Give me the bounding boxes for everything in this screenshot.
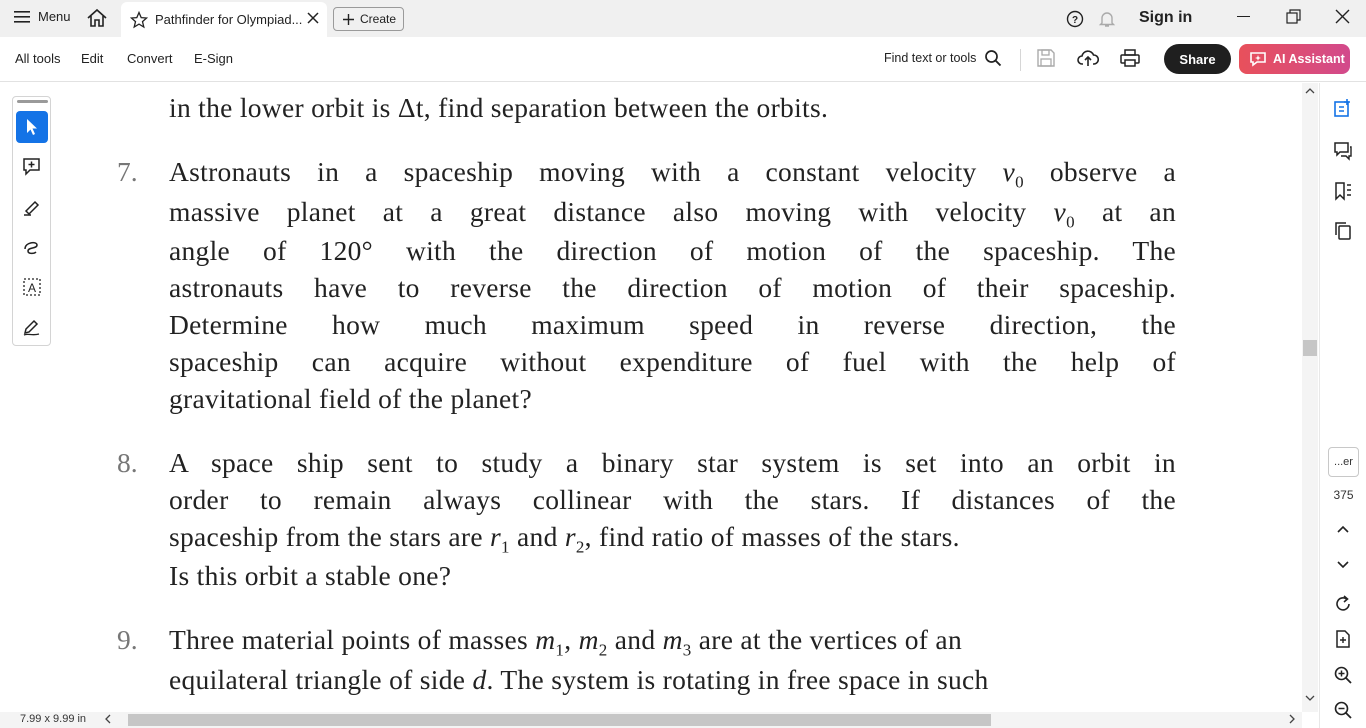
highlighter-icon	[22, 197, 42, 217]
bookmarks-icon[interactable]	[1333, 181, 1353, 201]
hamburger-icon	[14, 10, 30, 24]
all-tools-menu[interactable]: All tools	[15, 51, 61, 66]
question-number-9: 9.	[117, 624, 138, 655]
q9-line-1: Three material points of masses $m_1$, $m_2$ and $m_3$ are at the vertices of an	[169, 624, 962, 660]
cloud-upload-icon[interactable]	[1077, 48, 1099, 68]
cursor-icon	[24, 118, 40, 136]
q7-line-2: massive planet at a great distance also moving with velocity $v_0$ at an	[169, 196, 1176, 232]
create-button[interactable]	[333, 7, 404, 31]
tab-title: Pathfinder for Olympiad...	[155, 12, 303, 27]
ai-assistant-icon	[1249, 51, 1267, 67]
chevron-up-icon[interactable]	[1337, 525, 1349, 533]
create-label: Create	[360, 12, 397, 26]
close-icon[interactable]	[306, 11, 320, 25]
toolbar-divider	[1020, 49, 1021, 71]
scroll-up-icon[interactable]	[1305, 87, 1315, 95]
home-button[interactable]	[86, 8, 108, 33]
scroll-down-icon[interactable]	[1305, 694, 1315, 702]
q8-line-4: Is this orbit a stable one?	[169, 560, 452, 591]
horizontal-scroll-thumb[interactable]	[128, 714, 991, 726]
draw-tool[interactable]	[16, 231, 48, 263]
main-toolbar	[0, 37, 1366, 82]
document-view[interactable]	[60, 83, 1302, 712]
right-sidebar	[1319, 83, 1366, 728]
edit-pdf-icon[interactable]	[1333, 98, 1353, 118]
print-icon[interactable]	[1119, 48, 1141, 68]
esign-menu[interactable]: E-Sign	[194, 51, 234, 66]
text-box-icon	[22, 277, 42, 297]
scroll-left-icon[interactable]	[104, 714, 112, 724]
status-bar	[0, 712, 1302, 728]
question-number-7: 7.	[117, 156, 138, 187]
page-dimensions: 7.99 x 9.99 in	[20, 713, 87, 725]
ai-assistant-label: AI Assistant	[1273, 52, 1345, 66]
svg-text:?: ?	[1071, 15, 1079, 26]
comment-plus-icon	[22, 157, 42, 177]
share-button[interactable]: Share	[1164, 44, 1231, 74]
freehand-draw-icon	[22, 237, 42, 257]
q7-line-4: astronauts have to reverse the direction of motion of their spaceship.	[169, 272, 1176, 303]
q7-line-6: spaceship can acquire without expenditure of fuel with the help of	[169, 346, 1176, 377]
chevron-down-icon[interactable]	[1337, 561, 1349, 569]
vertical-scrollbar[interactable]	[1302, 83, 1318, 712]
help-icon[interactable]	[1066, 10, 1084, 28]
pages-copy-icon[interactable]	[1333, 221, 1353, 241]
restore-icon[interactable]	[1286, 9, 1301, 24]
vertical-scroll-thumb[interactable]	[1303, 340, 1317, 356]
panel-drag-handle[interactable]	[17, 100, 48, 103]
q8-line-3: spaceship from the stars are $r_1$ and $r_2$, find ratio of masses of the stars.	[169, 521, 960, 557]
q7-line-3: angle of 120° with the direction of motion of the spaceship. The	[169, 235, 1176, 266]
find-text-tools[interactable]: Find text or tools	[884, 51, 977, 65]
q8-line-2: order to remain always collinear with the stars. If distances of the	[169, 484, 1176, 515]
signature-pen-icon	[22, 317, 42, 337]
comments-icon[interactable]	[1333, 141, 1353, 161]
q8-line-1: A space ship sent to study a binary star system is set into an orbit in	[169, 447, 1176, 478]
highlight-tool[interactable]	[16, 191, 48, 223]
q7-line-1: Astronauts in a spaceship moving with a constant velocity $v_0$ observe a	[169, 156, 1176, 192]
q9-line-2: equilateral triangle of side d. The system is rotating in free space in such	[169, 664, 989, 695]
refresh-icon[interactable]	[1333, 594, 1353, 614]
edit-menu[interactable]: Edit	[81, 51, 104, 66]
window-close-icon[interactable]	[1335, 9, 1350, 24]
menu-label: Menu	[38, 9, 71, 24]
page-total: 375	[1333, 488, 1354, 502]
add-comment-tool[interactable]	[16, 151, 48, 183]
minimize-button[interactable]	[1237, 16, 1250, 17]
select-tool[interactable]	[16, 111, 48, 143]
convert-menu[interactable]: Convert	[127, 51, 173, 66]
document-tab[interactable]	[121, 2, 327, 37]
plus-icon	[343, 14, 354, 25]
scroll-right-icon[interactable]	[1288, 714, 1296, 724]
q7-line-7: gravitational field of the planet?	[169, 383, 532, 414]
page-number-input[interactable]: ...er	[1328, 447, 1359, 477]
svg-text:A: A	[27, 281, 37, 295]
title-bar	[0, 0, 1366, 37]
menu-button[interactable]	[14, 9, 71, 24]
sign-tool[interactable]	[16, 311, 48, 343]
zoom-out-icon[interactable]	[1333, 700, 1353, 720]
sign-in-link[interactable]: Sign in	[1139, 9, 1193, 26]
page-export-icon[interactable]	[1333, 629, 1353, 649]
save-icon[interactable]	[1036, 48, 1056, 68]
star-icon[interactable]	[130, 11, 148, 29]
text-box-tool[interactable]	[16, 271, 48, 303]
previous-question-tail: in the lower orbit is Δt, find separation between the orbits.	[169, 92, 829, 123]
bell-icon[interactable]	[1098, 10, 1116, 28]
home-icon	[86, 8, 108, 28]
search-icon[interactable]	[984, 49, 1002, 67]
question-number-8: 8.	[117, 447, 138, 478]
zoom-in-icon[interactable]	[1333, 665, 1353, 685]
quick-tools-panel	[12, 96, 51, 346]
q7-line-5: Determine how much maximum speed in reverse direction, the	[169, 309, 1176, 340]
ai-assistant-button[interactable]	[1239, 44, 1350, 74]
